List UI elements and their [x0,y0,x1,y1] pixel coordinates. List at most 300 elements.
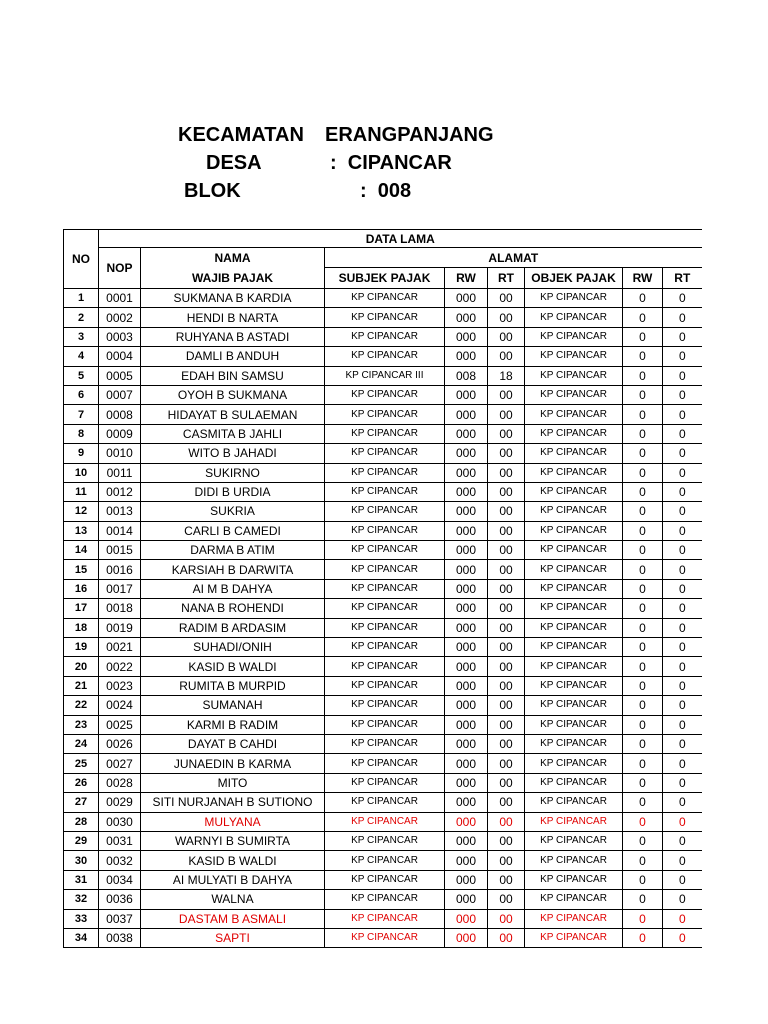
row-nop: 0017 [99,579,141,598]
row-no: 14 [64,541,99,560]
row-nop: 0031 [99,831,141,850]
row-rw2: 0 [623,890,663,909]
row-rw2: 0 [623,482,663,501]
row-rw2: 0 [623,638,663,657]
row-no: 22 [64,696,99,715]
table-row [64,696,702,715]
row-objek-pajak: KP CIPANCAR [525,347,623,366]
row-subjek-pajak: KP CIPANCAR [325,405,445,424]
blok-value: : 008 [360,180,412,202]
row-nop: 0001 [99,289,141,308]
row-rt2: 0 [663,851,702,870]
row-nop: 0028 [99,773,141,792]
row-rw: 000 [445,482,488,501]
row-nama: KARSIAH B DARWITA [141,560,325,579]
row-rt: 00 [488,541,525,560]
row-no: 25 [64,754,99,773]
row-rt: 00 [488,773,525,792]
row-rw: 000 [445,599,488,618]
row-subjek-pajak: KP CIPANCAR [325,579,445,598]
row-no: 16 [64,579,99,598]
row-rt: 00 [488,327,525,346]
row-nop: 0021 [99,638,141,657]
row-subjek-pajak: KP CIPANCAR [325,444,445,463]
col-rw2-header: RW [623,268,663,289]
row-nop: 0022 [99,657,141,676]
table-row [64,327,702,346]
row-no: 5 [64,366,99,385]
row-rt: 00 [488,444,525,463]
row-rw: 000 [445,444,488,463]
row-nama: KASID B WALDI [141,851,325,870]
row-objek-pajak: KP CIPANCAR [525,870,623,889]
row-rw2: 0 [623,502,663,521]
row-objek-pajak: KP CIPANCAR [525,463,623,482]
row-objek-pajak: KP CIPANCAR [525,676,623,695]
row-rw2: 0 [623,405,663,424]
row-rt2: 0 [663,385,702,404]
row-rt: 00 [488,308,525,327]
row-no: 17 [64,599,99,618]
row-nop: 0034 [99,870,141,889]
row-rt: 00 [488,831,525,850]
row-rw: 000 [445,308,488,327]
row-nop: 0009 [99,424,141,443]
row-no: 11 [64,482,99,501]
desa-label: DESA [206,152,262,174]
row-subjek-pajak: KP CIPANCAR [325,618,445,637]
row-rt2: 0 [663,599,702,618]
row-objek-pajak: KP CIPANCAR [525,831,623,850]
row-rt: 00 [488,657,525,676]
row-rw: 000 [445,521,488,540]
row-rw2: 0 [623,366,663,385]
row-rt2: 0 [663,482,702,501]
row-objek-pajak: KP CIPANCAR [525,754,623,773]
desa-value: : CIPANCAR [330,152,452,174]
row-objek-pajak: KP CIPANCAR [525,482,623,501]
row-subjek-pajak: KP CIPANCAR [325,734,445,753]
table-row [64,638,702,657]
col-subjek-header: SUBJEK PAJAK [325,268,445,289]
row-rt2: 0 [663,618,702,637]
row-rt: 00 [488,463,525,482]
row-nop: 0008 [99,405,141,424]
row-rw2: 0 [623,521,663,540]
row-rw: 000 [445,541,488,560]
row-rw: 000 [445,676,488,695]
row-nama: CARLI B CAMEDI [141,521,325,540]
row-rw2: 0 [623,308,663,327]
row-nama: RUHYANA B ASTADI [141,327,325,346]
table-row [64,890,702,909]
row-subjek-pajak: KP CIPANCAR [325,831,445,850]
row-no: 8 [64,424,99,443]
row-no: 1 [64,289,99,308]
row-rt: 00 [488,618,525,637]
row-objek-pajak: KP CIPANCAR [525,851,623,870]
row-nama: MITO [141,773,325,792]
row-subjek-pajak: KP CIPANCAR [325,289,445,308]
row-subjek-pajak: KP CIPANCAR [325,851,445,870]
row-rt: 00 [488,676,525,695]
row-rw2: 0 [623,560,663,579]
row-no: 32 [64,890,99,909]
row-rw: 000 [445,657,488,676]
row-nop: 0036 [99,890,141,909]
row-rt: 00 [488,385,525,404]
row-subjek-pajak: KP CIPANCAR [325,793,445,812]
row-rw: 000 [445,928,488,947]
table-row [64,366,702,385]
row-rt2: 0 [663,502,702,521]
row-rt2: 0 [663,444,702,463]
row-subjek-pajak: KP CIPANCAR [325,928,445,947]
row-nama: SUKRIA [141,502,325,521]
row-rt: 00 [488,928,525,947]
row-rw: 000 [445,618,488,637]
row-nop: 0007 [99,385,141,404]
data-lama-header: DATA LAMA [99,230,702,248]
row-rw2: 0 [623,347,663,366]
table-row [64,482,702,501]
alamat-header: ALAMAT [325,248,702,268]
table-row [64,521,702,540]
row-nop: 0032 [99,851,141,870]
row-rw2: 0 [623,289,663,308]
col-objek-header: OBJEK PAJAK [525,268,623,289]
row-nama: OYOH B SUKMANA [141,385,325,404]
table-row [64,909,702,928]
table-row [64,308,702,327]
row-rw2: 0 [623,754,663,773]
row-nop: 0005 [99,366,141,385]
row-rt: 00 [488,793,525,812]
row-nama: SUMANAH [141,696,325,715]
row-nama: SUKMANA B KARDIA [141,289,325,308]
table-row [64,773,702,792]
row-rt2: 0 [663,463,702,482]
row-nama: SAPTI [141,928,325,947]
table-row [64,463,702,482]
row-rt2: 0 [663,521,702,540]
row-nop: 0014 [99,521,141,540]
row-rw: 000 [445,579,488,598]
row-rt: 00 [488,560,525,579]
row-rw: 000 [445,715,488,734]
row-no: 10 [64,463,99,482]
row-rw: 000 [445,831,488,850]
col-rt2-header: RT [663,268,702,289]
row-no: 30 [64,851,99,870]
row-objek-pajak: KP CIPANCAR [525,812,623,831]
row-subjek-pajak: KP CIPANCAR [325,890,445,909]
row-rw2: 0 [623,424,663,443]
row-nop: 0030 [99,812,141,831]
table-row [64,599,702,618]
row-rt2: 0 [663,909,702,928]
row-nama: SUKIRNO [141,463,325,482]
row-nama: AI MULYATI B DAHYA [141,870,325,889]
row-nop: 0024 [99,696,141,715]
row-rw: 000 [445,327,488,346]
col-rw-header: RW [445,268,488,289]
row-nama: RUMITA B MURPID [141,676,325,695]
row-no: 12 [64,502,99,521]
row-rt2: 0 [663,657,702,676]
row-objek-pajak: KP CIPANCAR [525,560,623,579]
row-nama: RADIM B ARDASIM [141,618,325,637]
row-nop: 0027 [99,754,141,773]
col-rt-header: RT [488,268,525,289]
row-nama: DASTAM B ASMALI [141,909,325,928]
table-row [64,405,702,424]
row-no: 23 [64,715,99,734]
row-rw2: 0 [623,579,663,598]
row-subjek-pajak: KP CIPANCAR [325,385,445,404]
row-nama: EDAH BIN SAMSU [141,366,325,385]
row-subjek-pajak: KP CIPANCAR [325,676,445,695]
row-rt: 00 [488,599,525,618]
row-subjek-pajak: KP CIPANCAR [325,502,445,521]
row-rw: 000 [445,909,488,928]
row-rt: 00 [488,851,525,870]
col-no-header: NO [64,230,99,289]
table-row [64,502,702,521]
row-rt: 00 [488,521,525,540]
row-rt2: 0 [663,734,702,753]
row-rt2: 0 [663,773,702,792]
kecamatan-label: KECAMATAN [178,124,304,146]
row-nop: 0023 [99,676,141,695]
row-rt2: 0 [663,812,702,831]
row-nama: AI M B DAHYA [141,579,325,598]
row-objek-pajak: KP CIPANCAR [525,715,623,734]
row-rt2: 0 [663,308,702,327]
row-nop: 0013 [99,502,141,521]
table-row [64,444,702,463]
row-rt: 00 [488,890,525,909]
row-subjek-pajak: KP CIPANCAR [325,657,445,676]
row-rw: 000 [445,463,488,482]
kecamatan-value: ERANGPANJANG [325,124,494,146]
row-subjek-pajak: KP CIPANCAR [325,347,445,366]
row-nama: WARNYI B SUMIRTA [141,831,325,850]
row-nama: DAYAT B CAHDI [141,734,325,753]
row-nama: HIDAYAT B SULAEMAN [141,405,325,424]
row-no: 2 [64,308,99,327]
row-rt: 00 [488,696,525,715]
table-row [64,541,702,560]
row-objek-pajak: KP CIPANCAR [525,909,623,928]
row-nama: KARMI B RADIM [141,715,325,734]
row-objek-pajak: KP CIPANCAR [525,424,623,443]
row-no: 19 [64,638,99,657]
row-rw: 000 [445,870,488,889]
table-row [64,812,702,831]
row-objek-pajak: KP CIPANCAR [525,793,623,812]
row-objek-pajak: KP CIPANCAR [525,541,623,560]
row-subjek-pajak: KP CIPANCAR [325,773,445,792]
row-subjek-pajak: KP CIPANCAR [325,308,445,327]
row-rw2: 0 [623,618,663,637]
row-no: 6 [64,385,99,404]
row-nama: DAMLI B ANDUH [141,347,325,366]
row-objek-pajak: KP CIPANCAR [525,521,623,540]
row-no: 29 [64,831,99,850]
row-rw2: 0 [623,541,663,560]
row-rw: 000 [445,754,488,773]
row-rt: 00 [488,579,525,598]
row-rt: 00 [488,424,525,443]
row-nop: 0015 [99,541,141,560]
row-nop: 0029 [99,793,141,812]
table-row [64,579,702,598]
row-nop: 0019 [99,618,141,637]
row-no: 7 [64,405,99,424]
row-subjek-pajak: KP CIPANCAR [325,327,445,346]
row-rw2: 0 [623,463,663,482]
row-rw: 000 [445,502,488,521]
row-nop: 0004 [99,347,141,366]
row-no: 26 [64,773,99,792]
table-row [64,928,702,947]
row-subjek-pajak: KP CIPANCAR [325,696,445,715]
table-row [64,851,702,870]
row-no: 3 [64,327,99,346]
row-rw2: 0 [623,734,663,753]
row-rw: 000 [445,851,488,870]
row-nama: SITI NURJANAH B SUTIONO [141,793,325,812]
row-no: 21 [64,676,99,695]
row-rw2: 0 [623,715,663,734]
row-rw: 000 [445,773,488,792]
row-rw2: 0 [623,696,663,715]
row-rw2: 0 [623,909,663,928]
row-rt: 00 [488,347,525,366]
row-nop: 0002 [99,308,141,327]
row-objek-pajak: KP CIPANCAR [525,385,623,404]
row-rt2: 0 [663,289,702,308]
row-nop: 0010 [99,444,141,463]
row-rt2: 0 [663,541,702,560]
row-subjek-pajak: KP CIPANCAR [325,715,445,734]
row-nop: 0003 [99,327,141,346]
row-rw2: 0 [623,676,663,695]
row-no: 28 [64,812,99,831]
row-rt2: 0 [663,928,702,947]
row-subjek-pajak: KP CIPANCAR [325,541,445,560]
row-objek-pajak: KP CIPANCAR [525,734,623,753]
table-row [64,385,702,404]
row-no: 27 [64,793,99,812]
row-rw: 000 [445,424,488,443]
row-rw2: 0 [623,657,663,676]
row-rt2: 0 [663,754,702,773]
row-subjek-pajak: KP CIPANCAR [325,812,445,831]
row-rw: 000 [445,638,488,657]
row-rw: 000 [445,734,488,753]
table-row [64,754,702,773]
row-subjek-pajak: KP CIPANCAR [325,463,445,482]
row-nop: 0016 [99,560,141,579]
row-nama: JUNAEDIN B KARMA [141,754,325,773]
row-rt2: 0 [663,890,702,909]
row-rt2: 0 [663,793,702,812]
row-subjek-pajak: KP CIPANCAR [325,482,445,501]
row-objek-pajak: KP CIPANCAR [525,599,623,618]
row-rt: 00 [488,909,525,928]
row-objek-pajak: KP CIPANCAR [525,405,623,424]
row-nop: 0025 [99,715,141,734]
row-objek-pajak: KP CIPANCAR [525,327,623,346]
row-rt2: 0 [663,696,702,715]
row-rt2: 0 [663,638,702,657]
row-rt2: 0 [663,870,702,889]
row-rt: 00 [488,405,525,424]
row-rt: 00 [488,482,525,501]
row-no: 4 [64,347,99,366]
row-rt: 00 [488,715,525,734]
row-subjek-pajak: KP CIPANCAR [325,424,445,443]
row-rw: 000 [445,405,488,424]
row-rt2: 0 [663,366,702,385]
row-no: 9 [64,444,99,463]
row-nop: 0012 [99,482,141,501]
row-rw2: 0 [623,851,663,870]
row-no: 18 [64,618,99,637]
row-nop: 0038 [99,928,141,947]
row-nama: WITO B JAHADI [141,444,325,463]
row-nama: CASMITA B JAHLI [141,424,325,443]
row-nama: KASID B WALDI [141,657,325,676]
row-no: 13 [64,521,99,540]
row-rt2: 0 [663,405,702,424]
table-row [64,734,702,753]
row-objek-pajak: KP CIPANCAR [525,773,623,792]
row-nop: 0037 [99,909,141,928]
row-nama: WALNA [141,890,325,909]
row-rt: 00 [488,754,525,773]
row-subjek-pajak: KP CIPANCAR [325,521,445,540]
row-rw2: 0 [623,327,663,346]
row-subjek-pajak: KP CIPANCAR [325,560,445,579]
row-rt2: 0 [663,676,702,695]
row-subjek-pajak: KP CIPANCAR [325,638,445,657]
row-rw: 000 [445,347,488,366]
blok-label: BLOK [184,180,241,202]
row-nama: MULYANA [141,812,325,831]
table-row [64,715,702,734]
table-row [64,831,702,850]
row-subjek-pajak: KP CIPANCAR III [325,366,445,385]
row-subjek-pajak: KP CIPANCAR [325,599,445,618]
row-rt2: 0 [663,424,702,443]
row-objek-pajak: KP CIPANCAR [525,890,623,909]
row-rt: 00 [488,812,525,831]
table-row [64,560,702,579]
row-objek-pajak: KP CIPANCAR [525,618,623,637]
row-subjek-pajak: KP CIPANCAR [325,909,445,928]
row-rw: 000 [445,696,488,715]
row-objek-pajak: KP CIPANCAR [525,366,623,385]
row-no: 20 [64,657,99,676]
row-rw2: 0 [623,793,663,812]
row-rt: 18 [488,366,525,385]
row-rw2: 0 [623,870,663,889]
table-row [64,793,702,812]
row-rt: 00 [488,870,525,889]
